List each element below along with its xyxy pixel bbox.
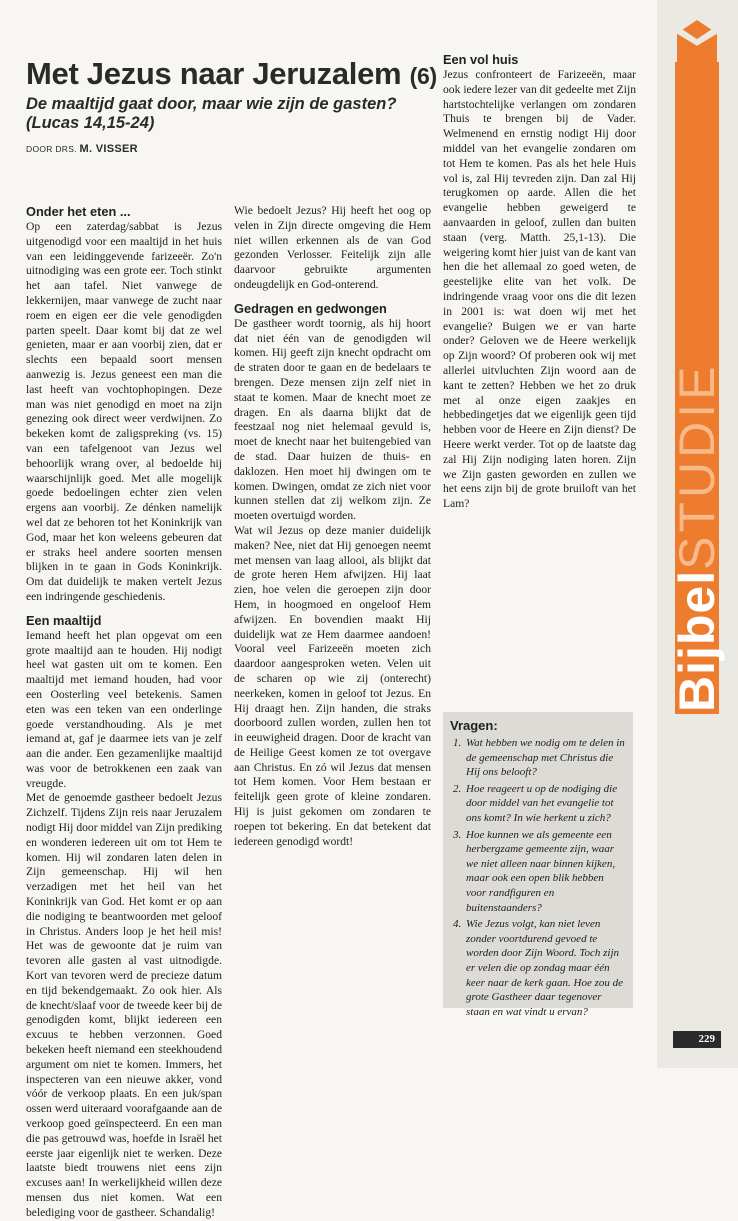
page-number: 229: [673, 1031, 721, 1048]
questions-list: [450, 736, 626, 1019]
byline: [26, 143, 138, 155]
section-heading-gedragen-en-gedwongen: Gedragen en gedwongen: [234, 300, 387, 316]
paragraph: Op een zaterdag/sabbat is Jezus uitgenodigd voor een maaltijd in het huis van een leidinggevende farizeeër. Zo'n uitnodiging was een grote eer. Toch stinkt het aan tafel. Niet vanwege de lekkernijen, maar vanwege de zucht naar roem en eigen eer die vele genodigden parten speelt. Daar komt bij dat ze wel genieten, maar er aan voorbij zien, dat er slechts een bepaald soort mensen aanwezig is. Jezus geneest een man die last heeft van vochtophopingen. Deze man was niet genodigd en moet na zijn genezing ook direct weer verdwijnen. Zo bekeken komt de zaligspreking (vs. 15) van een tafelgenoot van Jezus wel behoorlijk wrang over, al bedoelde hij waarschijnlijk goed. Met alle mogelijk goede bedoelingen echter zien velen ergens aan voorbij. Ze dénken namelijk wel dat ze behoren tot het Koninkrijk van God, maar het kon weleens gebeuren dat er straks heel andere soorten mensen blijken in te gaan in Gods Koninkrijk. Om dat duidelijk te maken vertelt Jezus een indringende geschiedenis.: [26, 220, 222, 603]
bijbelstudie-tab: [669, 62, 725, 714]
title-number: (6): [409, 63, 437, 89]
questions-box: [443, 712, 633, 1018]
article-title: Met Jezus naar Jeruzalem (6): [26, 56, 437, 91]
question-item: 1. Wat hebben we nodig om te delen in de gemeenschap met Christus die Hij ons belooft?: [464, 736, 626, 780]
column-2: [234, 204, 431, 849]
paragraph: Wat wil Jezus op deze manier duidelijk maken? Nee, niet dat Hij genoegen neemt met mensen van laag allooi, als blijkt dat de grote heren Hem afwijzen. Hij laat zien, hoe velen die geroepen zijn door Hem, in hoogmoed en ongeloof Hem afwijzen. En bovendien maakt Hij duidelijk wat ze Hem daarmee aandoen! Vooral veel Farizeeën moeten zich daardoor aangesproken weten. Velen uit de scharen op wie zij (onterecht) neerkeken, komen in geloof tot Jezus. En Hij draagt hen. Zijn handen, die straks doorboord zullen worden, zullen hen tot in eeuwigheid dragen. Door de kracht van de Heilige Geest komen ze tot overgave aan Christus. En zó wil Jezus dat mensen tot Hem komen. Voor Hem bestaan er feitelijk geen grote of kleine zondaren. Hij is juist gekomen om zondaren te roepen tot bekering. En dat betekent dat iedereen genodigd wordt!: [234, 523, 431, 848]
column-1: [26, 204, 222, 1221]
tab-label-bold: Bijbel: [669, 569, 725, 712]
tab-label-light: STUDIE: [669, 362, 725, 570]
question-item: 3. Hoe kunnen we als gemeente een herbergzame gemeente zijn, waar we niet alleen naar binnen kijken, maar ook een open blik hebben voor randfiguren en buitenstaanders?: [464, 828, 626, 916]
byline-prefix: DOOR DRS.: [26, 144, 77, 154]
section-heading-een-maaltijd: Een maaltijd: [26, 612, 102, 628]
questions-heading: Vragen:: [450, 718, 498, 733]
column-3: [443, 52, 636, 512]
article-subtitle: De maaltijd gaat door, maar wie zijn de gasten? (Lucas 14,15-24): [26, 95, 397, 132]
question-item: 4. Wie Jezus volgt, kan niet leven zonder voortdurend gevoed te worden door Zijn Woord. Toch zijn er velen die op zondag maar één keer naar de kerk gaan. Hoe zou de grote Gastheer daar tegenover staan en wat vindt u ervan?: [464, 917, 626, 1019]
section-heading-een-vol-huis: Een vol huis: [443, 52, 519, 67]
author-name: M. VISSER: [79, 143, 138, 155]
paragraph: De gastheer wordt toornig, als hij hoort dat niet één van de genodigden wil komen. Hij geeft zijn knecht opdracht om de straten door te gaan en de bedelaars te brengen. Deze mensen zijn zelf niet in staat te komen. Maar de knecht moet ze dragen. En als daarna blijkt dat de feestzaal nog niet helemaal gevuld is, moet de knecht naar het buitengebied van de stad. Daar huizen de thuis- en daklozen. Hen moet hij dwingen om te komen. Dwingen, omdat ze zich niet voor kunnen stellen dat zij welkom zijn. Ze moeten overtuigd worden.: [234, 316, 431, 523]
paragraph: Met de genoemde gastheer bedoelt Jezus Zichzelf. Tijdens Zijn reis naar Jeruzalem nodigt Hij door middel van Zijn prediking en wonderen iedereen uit om tot Hem te komen. Hij wil zondaren laten delen in Zijn gemeenschap. Hij wil hen verzadigen met het heil van het Koninkrijk van God. Het komt er op aan die nodiging te beantwoorden met geloof in Christus. Anders loop je het heil mis! Het was de gewoonte dat je ruim van tevoren alle gasten al vast uitnodigde. Kort van tevoren werd de precieze datum en tijd bekendgemaakt. Zo ook hier. Als de knecht/slaaf voor de tweede keer bij de genodigden komt, blijkt iedereen een excuus te hebben verzonnen. Goed bekeken heeft niemand een steekhoudend argument om niet te komen. Immers, het inspecteren van een nieuwe akker, vond vóór de verkoop plaats. En een juk/span ossen werd uiteraard voorafgaande aan de verkoop goed geïnspecteerd. En een man die pas getrouwd was, hoefde in Israël het eerste jaar eigenlijk niet te werken. Deze laatste biedt trouwens niet eens zijn excuses aan! In werkelijkheid willen deze mensen dus niet komen. Wat een belediging voor de gastheer. Schandalig!: [26, 791, 222, 1219]
paragraph: Iemand heeft het plan opgevat om een grote maaltijd aan te houden. Hij nodigt heel wat gasten uit om te komen. Een maaltijd met iemand houden, had voor een Oosterling veel betekenis. Samen eten was een teken van een onderlinge goede verstandhouding. Als je met iemand at, gaf je daarmee iets van je zelf aan die ander. Een gezamenlijke maaltijd was voor de betrokkenen een zaak van vreugde.: [26, 628, 222, 790]
paragraph: Wie bedoelt Jezus? Hij heeft het oog op velen in Zijn directe omgeving die Hem niet willen erkennen als de van God gezonden Verlosser. Feitelijk zijn alle daarvoor gebruikte argumenten ondeugdelijk en God-onterend.: [234, 204, 431, 291]
section-heading-onder-het-eten: Onder het eten ...: [26, 204, 131, 219]
paragraph: Jezus confronteert de Farizeeën, maar ook iedere lezer van dit gedeelte met Zijn hartstochtelijke verlangen om zondaren Thuis te brengen bij de Vader. Welmenend en ernstig nodigt Hij door middel van het evangelie zondaren om tot Hem te komen. Pas als het hele Huis vol is, zal Hij tevreden zijn. Dan zal Hij terugkomen op aarde. Allen die het evangelie hebben geweigerd te aanvaarden in geloof, zullen dan buiten staan (verg. Matth. 25,1-13). Die weigering komt hier juist van de kant van hen die het allemaal zo goed weten, de geestelijke elite van het volk. De indringende vraag voor ons die dit lezen in 2001 is: wat doen wij met het evangelie? Buigen we er van harte onder? Geloven we de Heere werkelijk op Zijn woord? Of proberen ook wij met allerlei uitvluchten Zijn woord aan de kant te zetten? Hebben we het zo druk met al onze eigen zaakjes en hebbedingetjes dat we eigenlijk geen tijd hebben voor de Heere en Zijn dienst? De Heere werkt verder. Tot op de laatste dag zal Hij Zijn nodiging laten horen. Zijn we Zijn gasten geworden en zullen we het eens zijn bij de grote bruiloft van het Lam?: [443, 68, 636, 511]
open-book-icon: [675, 18, 719, 64]
question-item: 2. Hoe reageert u op de nodiging die door middel van het evangelie tot ons komt? In wie herkent u zich?: [464, 782, 626, 826]
